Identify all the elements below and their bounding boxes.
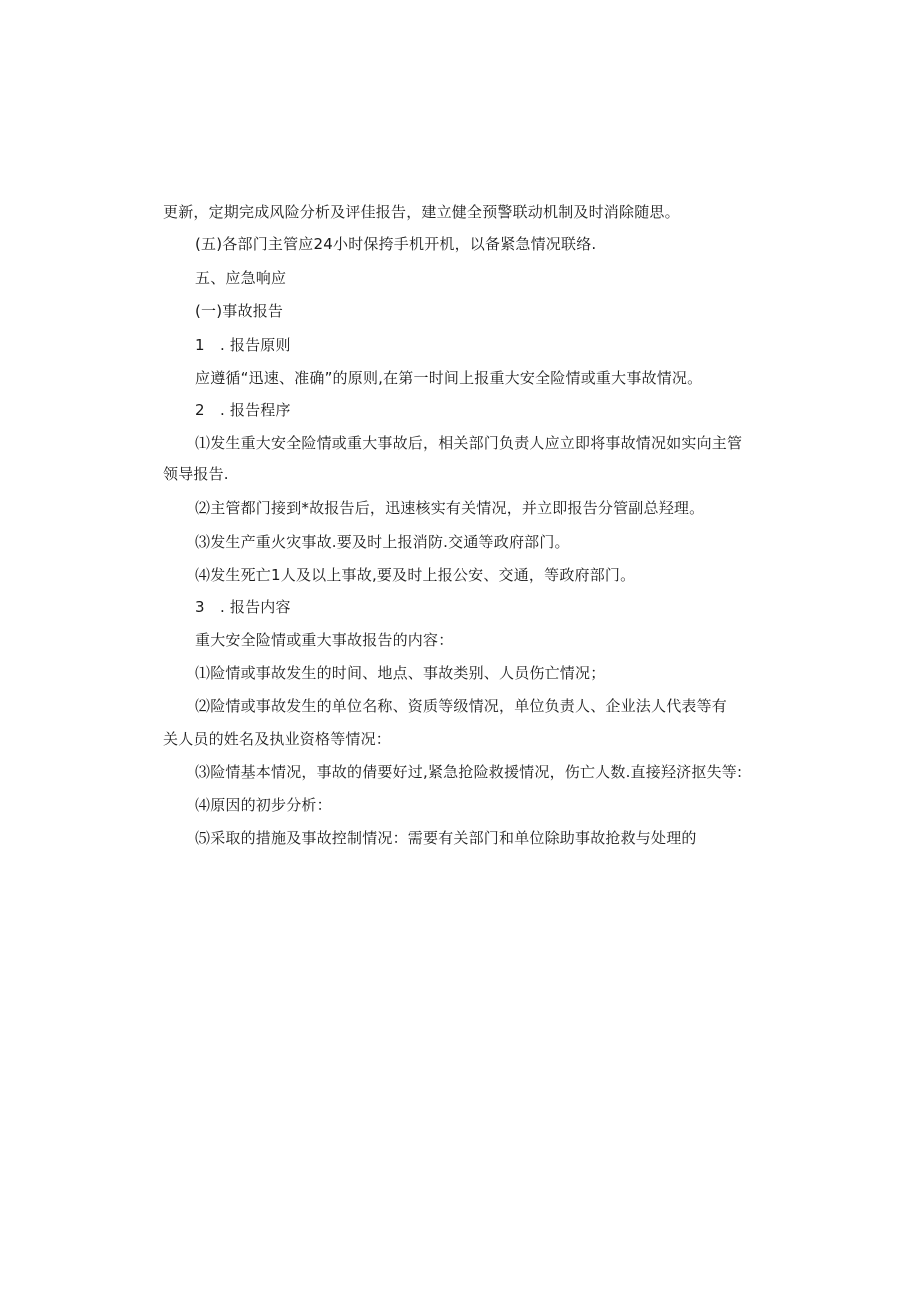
item-heading: 2 . 报告程序 (195, 401, 291, 419)
paragraph-line: 领导报告. (163, 465, 229, 483)
paragraph-line: ⑸采取的措施及事故控制情况：需要有关部门和单位除助事故抢救与处理的 (195, 829, 697, 847)
paragraph-line: ⑴险情或事故发生的时间、地点、事故类别、人员伤亡情况； (195, 664, 606, 682)
paragraph-line: ⑶险情基本情况，事故的倩要好过,紧急抢险救援情况，伤亡人数.直接羟济抠失等: (195, 763, 743, 781)
subsection-heading: (一)事故报告 (195, 302, 284, 320)
paragraph-line: 关人员的姓名及执业资格等情况： (163, 730, 392, 748)
paragraph-line: ⑶发生产重火灾事故.要及时上报消防.交通等政府部门。 (195, 533, 570, 551)
item-heading: 1 . 报告原则 (195, 336, 291, 354)
item-heading: 3 . 报告内容 (195, 598, 291, 616)
paragraph-line: ⑷原因的初步分析： (195, 796, 332, 814)
section-heading: 五、应急响应 (195, 269, 287, 287)
paragraph-line: ⑷发生死亡1人及以上事故,要及时上报公安、交通，等政府部门。 (195, 566, 636, 584)
paragraph-line: ⑴发生重大安全险情或重大事故后，相关部门负责人应立即将事故情况如实向主管 (195, 434, 743, 452)
paragraph-line: ⑵险情或事故发生的单位名称、资质等级情况，单位负责人、企业法人代表等有 (195, 697, 728, 715)
paragraph-line: 应遵循“迅速、准确”的原则,在第一时间上报重大安全险情或重大事故情况。 (195, 369, 703, 387)
paragraph-line: (五)各部门主管应24小时保挎手机开机，以备紧急情况联络. (195, 235, 597, 253)
paragraph-line: ⑵主管都门接到*故报告后，迅速核实有关情况，并立即报告分管副总羟理。 (195, 499, 705, 517)
paragraph-line: 更新，定期完成风险分析及评佳报告，建立健全预警联动机制及时消除随思。 (163, 203, 680, 221)
paragraph-line: 重大安全险情或重大事故报告的内容： (195, 631, 454, 649)
